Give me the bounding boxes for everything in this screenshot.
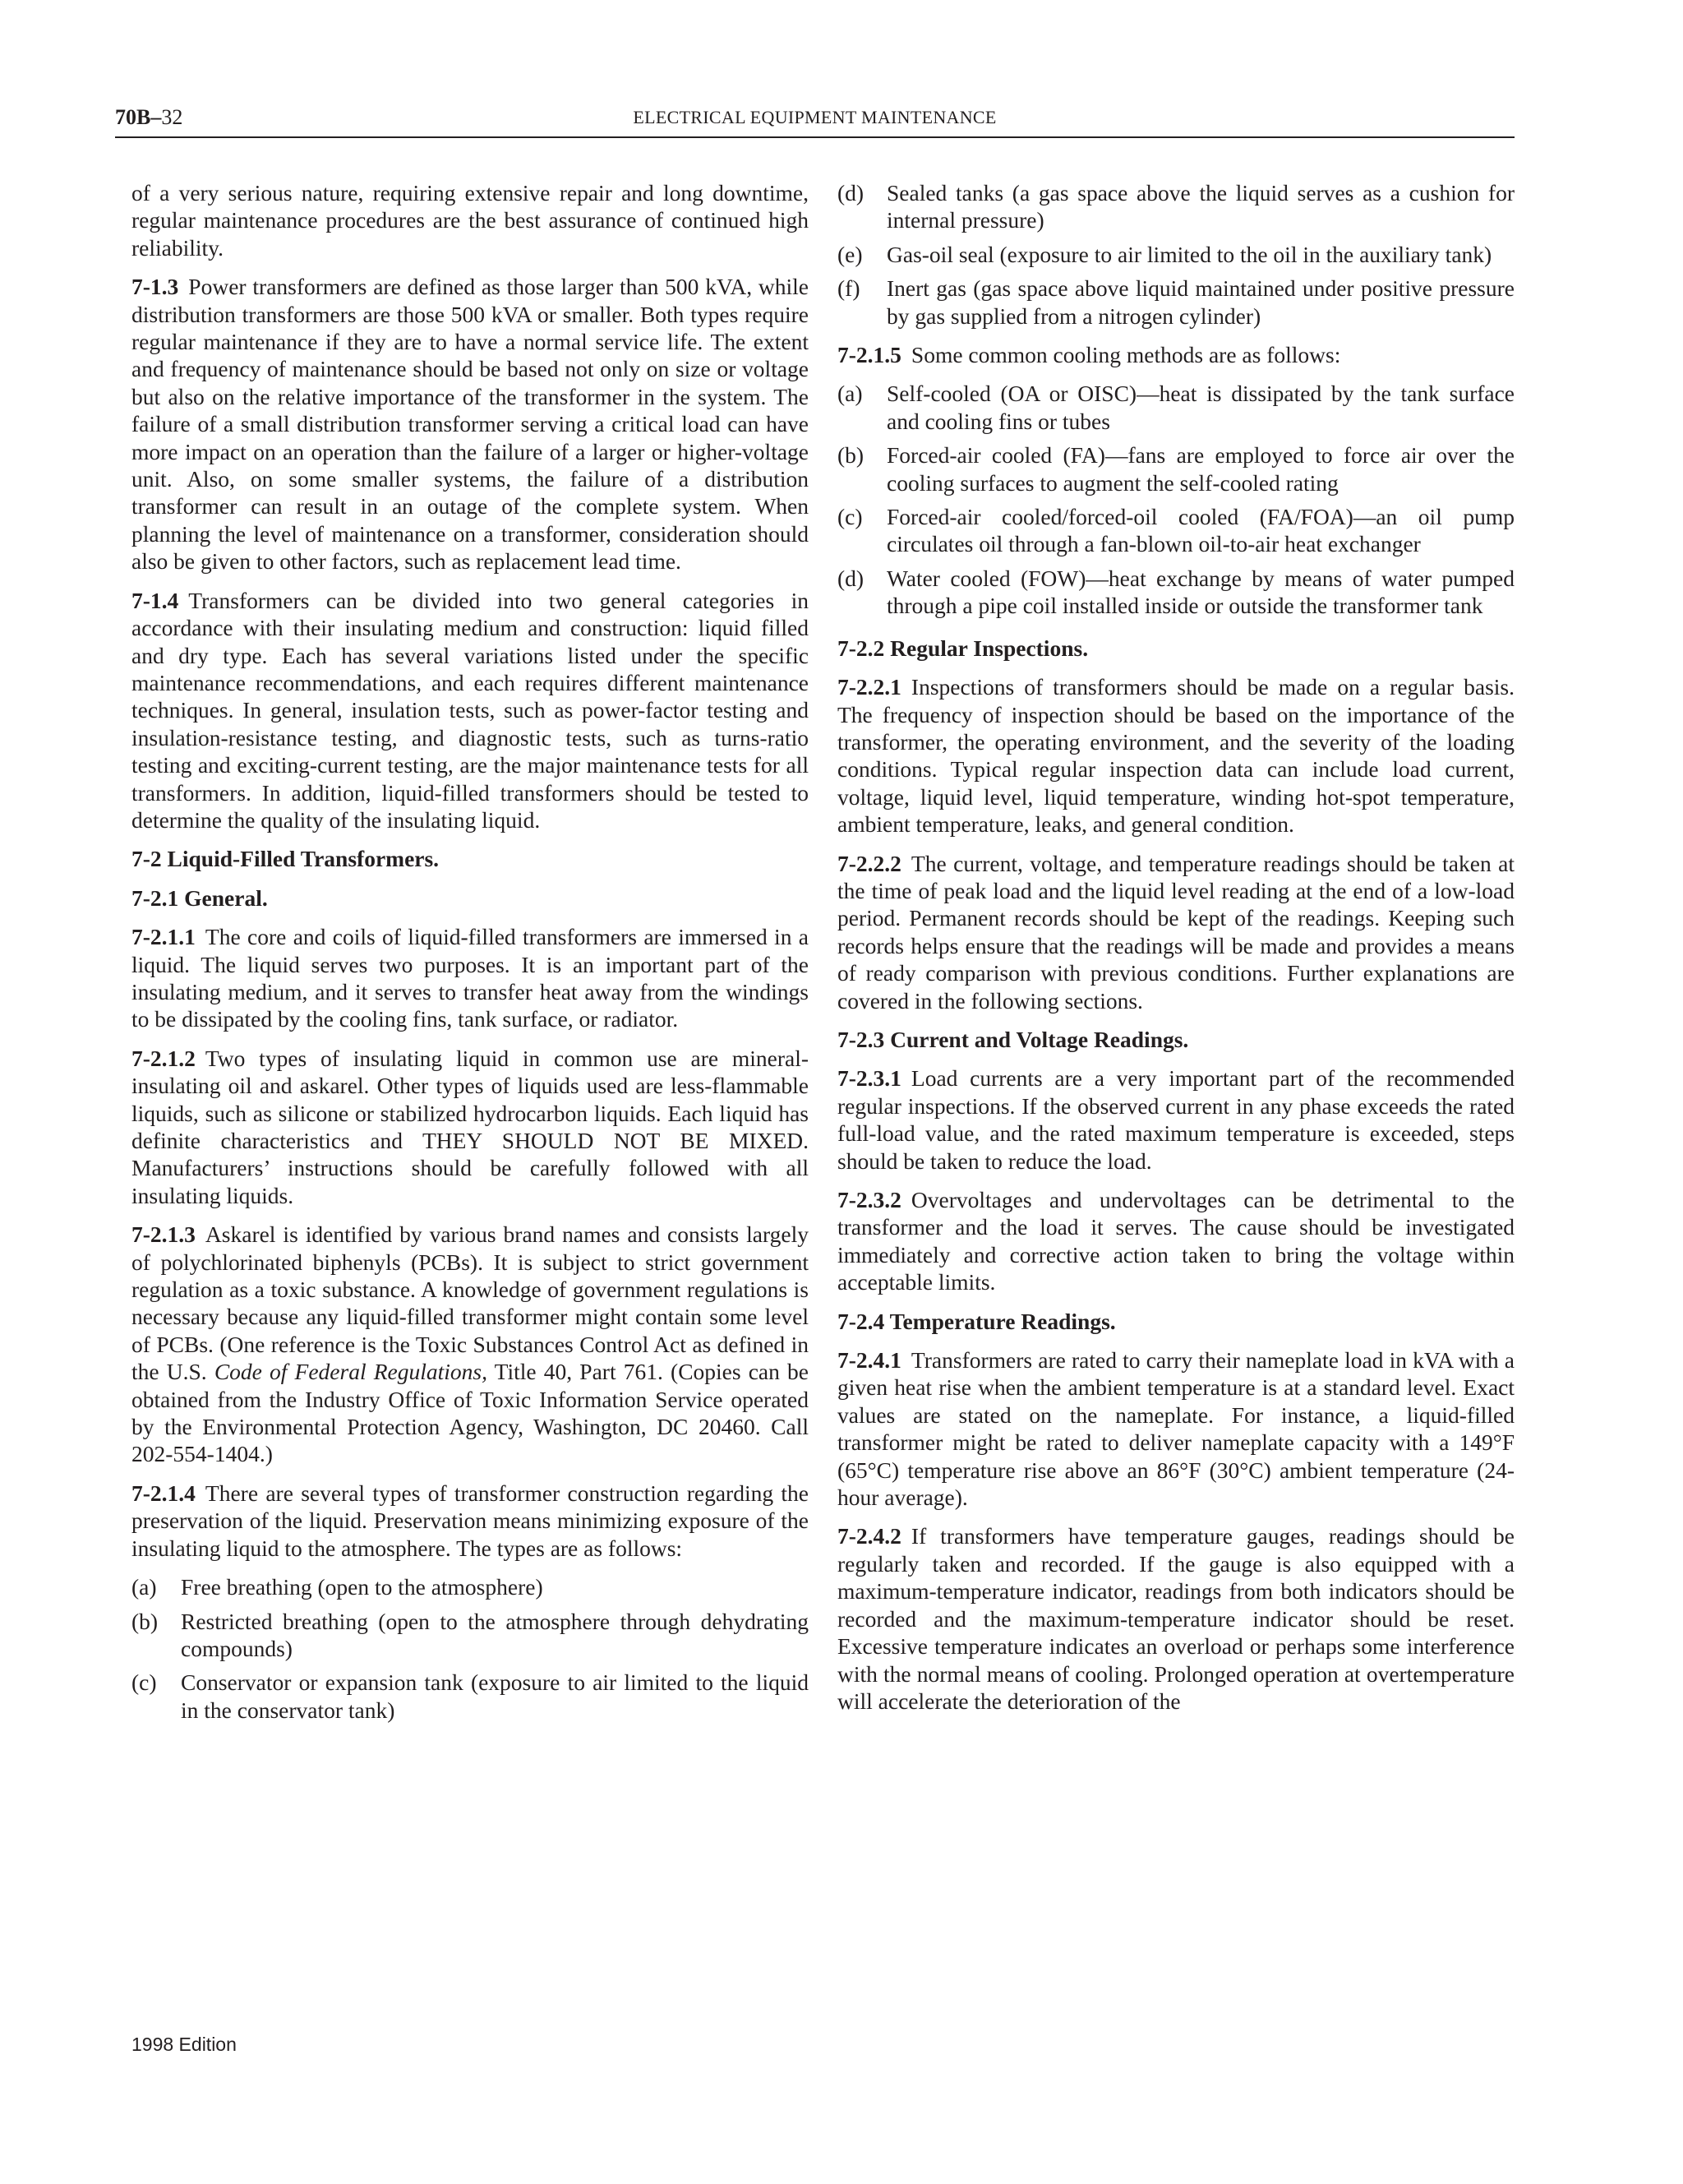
list-item <box>837 565 1515 620</box>
section-number: 7-2.1.4 <box>131 1480 196 1506</box>
heading-7-2-2: 7-2.2 Regular Inspections. <box>837 635 1089 661</box>
list-text: Water cooled (FOW)—heat exchange by means of water pumped through a pipe coil installed inside or outside the transformer tank <box>887 565 1515 619</box>
section-7-2-2-2 <box>837 850 1515 1014</box>
section-text: Askarel is identified by various brand names and consists largely of polychlorinated biphenyls (PCBs). It is subject to strict government regulation as a toxic substance. A knowledge of government regulations is necessary because any liquid-filled transformer might contain some level of PCBs. (One reference is the Toxic Substances Control Act as defined in the U.S. <box>131 1221 809 1385</box>
list-text: Restricted breathing (open to the atmosphere through dehydrating compounds) <box>181 1608 809 1661</box>
heading-7-2-3: 7-2.3 Current and Voltage Readings. <box>837 1026 1189 1052</box>
section-number: 7-2.4.1 <box>837 1347 901 1374</box>
page-prefix: 70B– <box>115 105 162 129</box>
list-text: Inert gas (gas space above liquid maintained under positive pressure by gas supplied from a nitrogen cylinder) <box>887 275 1515 329</box>
list-marker: (c) <box>837 504 863 530</box>
section-text: Load currents are a very important part of the recommended regular inspections. If the observed current in any phase exceeds the rated full-load value, and the rated maximum temperature is exceeded, steps should be taken to reduce the load. <box>837 1065 1515 1174</box>
list-marker: (f) <box>837 275 860 302</box>
section-text: Transformers are rated to carry their nameplate load in kVA with a given heat rise when the ambient temperature is at a standard level. Exact values are stated on the nameplate. For instance, a liquid-filled transformer might be rated to deliver nameplate capacity with a 149°F (65°C) temperature rise above an 86°F (30°C) ambient temperature (24-hour average). <box>837 1347 1515 1511</box>
list-marker: (b) <box>837 442 865 469</box>
section-text: If transformers have temperature gauges, readings should be regularly taken and recorded. If the gauge is also equipped with a maximum-temperature indicator, readings from both indicators should be recorded and the maximum-temperature indicator should be reset. Excessive temperature indicates an overload or perhaps some interference with the normal means of cooling. Prolonged operation at overtemperature will accelerate the deterioration of the <box>837 1523 1515 1714</box>
section-7-2-1-2 <box>131 1045 809 1209</box>
section-7-2-3-2 <box>837 1186 1515 1296</box>
list-text: Conservator or expansion tank (exposure to air limited to the liquid in the conservator tank) <box>181 1669 809 1723</box>
section-7-2-4-2 <box>837 1522 1515 1715</box>
section-7-2-1-5 <box>837 341 1515 368</box>
list-item <box>837 275 1515 330</box>
list-item <box>131 1669 809 1724</box>
list-item <box>837 241 1515 268</box>
section-text: Transformers can be divided into two general categories in accordance with their insulating medium and construction: liquid filled and dry type. Each has several variations listed under the specific maintenance recommendations, and each requires different maintenance techniques. In general, insulation tests, such as power-factor testing and insulation-resistance testing, and diagnostic tests, such as turns-ratio testing and exciting-current testing, are the major maintenance tests for all transformers. In addition, liquid-filled transformers should be tested to determine the quality of the insulating liquid. <box>131 587 809 833</box>
section-number: 7-2.1.3 <box>131 1221 196 1248</box>
section-7-2-3-1 <box>837 1064 1515 1175</box>
section-7-2-2-1 <box>837 673 1515 838</box>
heading-7-2: 7-2 Liquid-Filled Transformers. <box>131 846 440 872</box>
section-7-2-4-1 <box>837 1346 1515 1511</box>
page-header <box>115 104 1515 138</box>
section-number: 7-1.4 <box>131 587 179 613</box>
section-number: 7-2.1.1 <box>131 924 196 950</box>
list-text: Self-cooled (OA or OISC)—heat is dissipated by the tank surface and cooling fins or tubes <box>887 381 1515 434</box>
section-number: 7-2.2.2 <box>837 850 901 876</box>
list-marker: (c) <box>131 1669 157 1696</box>
page-number-value: 32 <box>161 105 183 129</box>
section-text-cont: Title 40, Part 761. (Copies can be obtained from the Industry Office of Toxic Information Service operated by the Environmental Protection Agency, Washington, DC 20460. Call 202-554-1404.) <box>131 1359 809 1467</box>
section-text: The core and coils of liquid-filled transformers are immersed in a liquid. The liquid serves two purposes. It is an important part of the insulating medium, and it serves to transfer heat away from the windings to be dissipated by the cooling fins, tank surface, or radiator. <box>131 924 809 1032</box>
section-text: Overvoltages and undervoltages can be detrimental to the transformer and the load it serves. The cause should be investigated immediately and corrective action taken to bring the voltage within acceptable limits. <box>837 1187 1515 1295</box>
list-text: Forced-air cooled (FA)—fans are employed to force air over the cooling surfaces to augment the self-cooled rating <box>887 442 1515 496</box>
list-item <box>837 179 1515 234</box>
list-item <box>837 503 1515 558</box>
list-marker: (d) <box>837 180 865 205</box>
heading-7-2-1: 7-2.1 General. <box>131 884 268 911</box>
section-number: 7-2.4.2 <box>837 1523 901 1549</box>
list-text: Free breathing (open to the atmosphere) <box>181 1574 543 1600</box>
list-marker: (d) <box>837 565 865 591</box>
section-text: Power transformers are defined as those larger than 500 kVA, while distribution transformers are those 500 kVA or smaller. Both types require regular maintenance if they are to have a normal service life. The extent and frequency of maintenance should be based not only on size or voltage but also on the relative importance of the transformer in the system. The failure of a small distribution transformer serving a critical load can have more impact on an operation than the failure of a larger or higher-voltage unit. Also, on some smaller systems, the failure of a distribution transformer can result in an outage of the complete system. When planning the level of maintenance on a transformer, consideration should also be given to other factors, such as replacement lead time. <box>131 274 809 575</box>
section-7-2-1-3 <box>131 1221 809 1468</box>
list-text: Forced-air cooled/forced-oil cooled (FA/FOA)—an oil pump circulates oil through a fan-blown oil-to-air heat exchanger <box>887 504 1515 557</box>
heading-7-2-4: 7-2.4 Temperature Readings. <box>837 1308 1116 1334</box>
section-text: The current, voltage, and temperature readings should be taken at the time of peak load and the liquid level reading at the end of a low-load period. Permanent records should be kept of the readings. Keeping such records helps ensure that the readings will be made and provides a means of ready comparison with previous conditions. Further explanations are covered in the following sections. <box>837 850 1515 1014</box>
left-column <box>131 179 809 1730</box>
edition-footer: 1998 Edition <box>131 2034 237 2055</box>
list-item <box>837 380 1515 435</box>
right-column <box>837 179 1515 1726</box>
section-7-1-4 <box>131 587 809 834</box>
list-item <box>131 1608 809 1663</box>
section-number: 7-2.1.5 <box>837 342 901 368</box>
section-7-2-1-1 <box>131 923 809 1033</box>
section-number: 7-2.3.1 <box>837 1065 901 1092</box>
list-text: Sealed tanks (a gas space above the liquid serves as a cushion for internal pressure) <box>887 180 1515 233</box>
section-text: There are several types of transformer construction regarding the preservation of the liquid. Preservation means minimizing exposure of the insulating liquid to the atmosphere. The types are as follows: <box>131 1480 809 1561</box>
list-item <box>837 441 1515 496</box>
section-number: 7-2.3.2 <box>837 1187 901 1212</box>
list-marker: (e) <box>837 241 863 267</box>
running-title: ELECTRICAL EQUIPMENT MAINTENANCE <box>633 107 997 127</box>
section-7-2-1-4 <box>131 1480 809 1562</box>
list-marker: (a) <box>131 1574 157 1600</box>
list-marker: (a) <box>837 381 863 407</box>
section-number: 7-2.2.1 <box>837 674 901 700</box>
section-text: Inspections of transformers should be made on a regular basis. The frequency of inspection should be based on the importance of the transformer, the operating environment, and the severity of the loading conditions. Typical regular inspection data can include load current, voltage, liquid level, liquid temperature, winding hot-spot temperature, ambient temperature, leaks, and general condition. <box>837 674 1515 838</box>
cfr-title: Code of Federal Regulations, <box>214 1359 488 1385</box>
section-number: 7-1.3 <box>131 274 179 300</box>
paragraph-continuation: of a very serious nature, requiring extensive repair and long downtime, regular maintenance procedures are the best assurance of continued high reliability. <box>131 180 809 261</box>
section-number: 7-2.1.2 <box>131 1045 196 1071</box>
list-item <box>131 1573 809 1600</box>
section-7-1-3 <box>131 273 809 575</box>
list-text: Gas-oil seal (exposure to air limited to the oil in the auxiliary tank) <box>887 241 1492 267</box>
list-marker: (b) <box>131 1608 159 1634</box>
section-text: Some common cooling methods are as follows: <box>911 342 1341 368</box>
section-text: Two types of insulating liquid in common use are mineral-insulating oil and askarel. Other types of liquids used are less-flammable liquids, such as silicone or stabilized hydrocarbon liquids. Each liquid has definite characteristics and THEY SHOULD NOT BE MIXED. Manufacturers’ instructions should be carefully followed with all insulating liquids. <box>131 1045 809 1208</box>
